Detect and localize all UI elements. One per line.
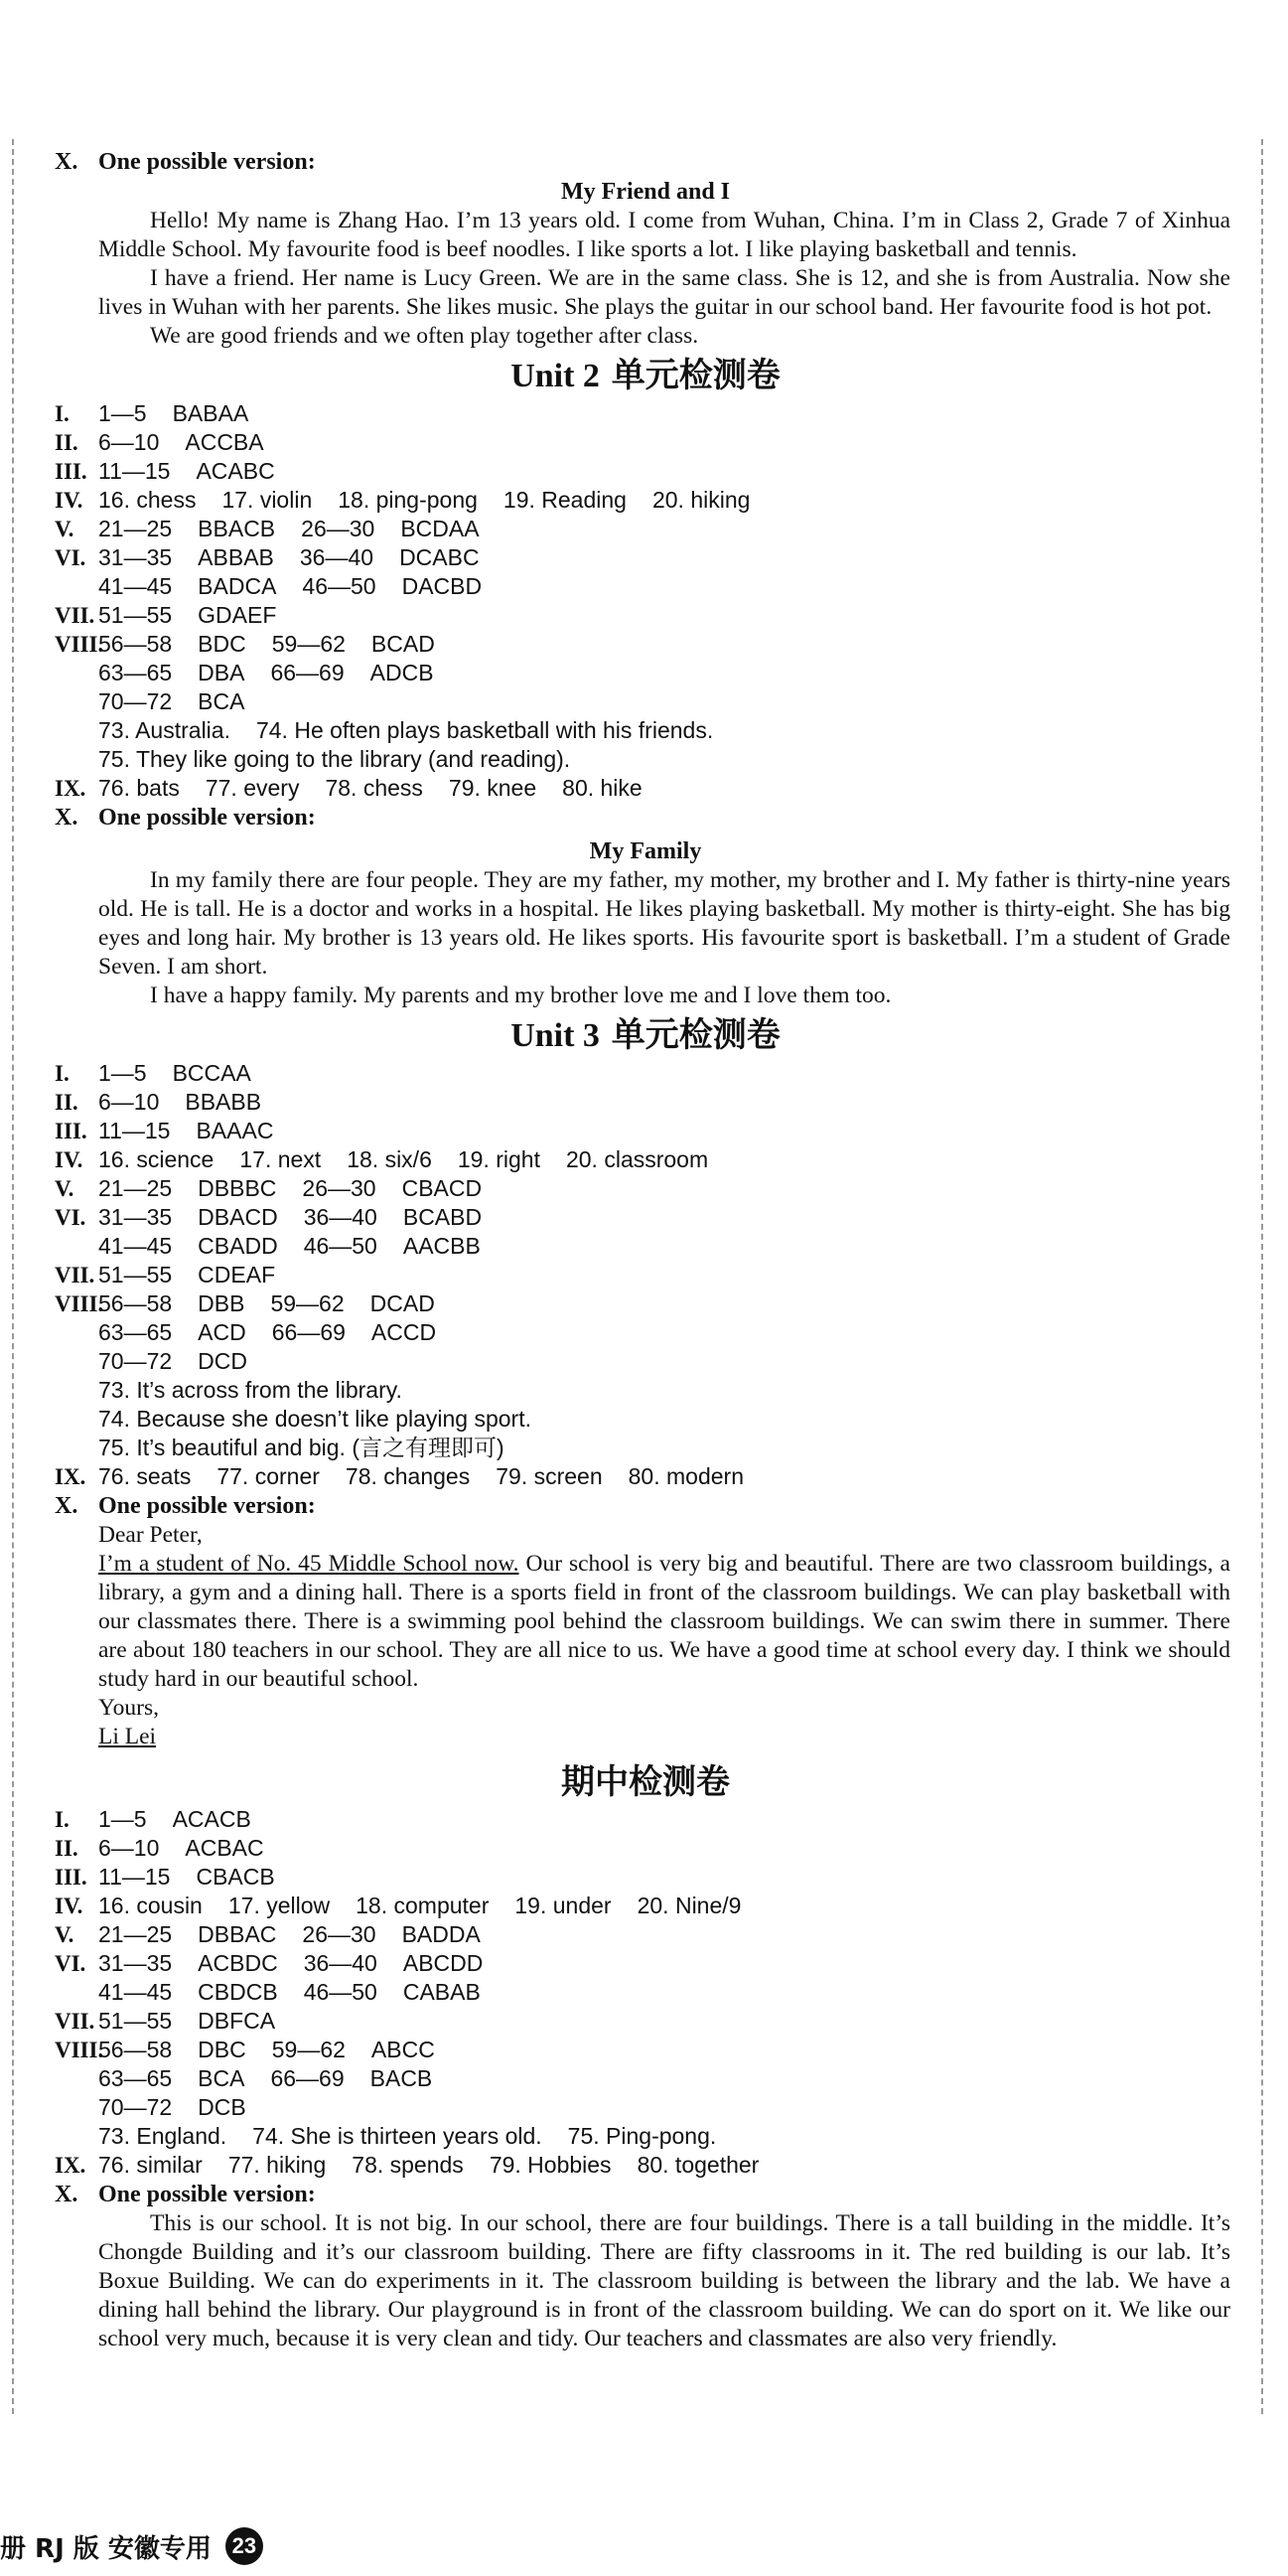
answer-item: 21—25	[98, 516, 173, 541]
answer-item: 17. violin	[221, 487, 313, 513]
question-group-number: IV.	[55, 1894, 83, 1918]
question-group-number: IV.	[55, 1147, 83, 1172]
answer-item: 19. under	[514, 1893, 612, 1918]
answer-item: 79. Hobbies	[489, 2152, 612, 2178]
question-group-number: IV.	[55, 488, 83, 513]
answer-item: 31—35	[98, 1204, 173, 1230]
answer-item: DBBAC	[198, 1921, 277, 1947]
answer-item: 63—65	[98, 660, 173, 685]
question-group-number: VI.	[55, 1205, 86, 1230]
answer-item: 11—15	[98, 1118, 171, 1143]
essay-paragraph: Hello! My name is Zhang Hao. I’m 13 years old. I come from Wuhan, China. I’m in Class 2, Grade 7 of Xinhua Middle School. My favourite food is beef noodles. I like sports a lot. I like playing basketball and tennis.	[98, 208, 1230, 262]
answer-item: CBACB	[196, 1864, 275, 1890]
answer-item: AACBB	[402, 1233, 481, 1259]
answer-row	[55, 486, 1236, 515]
answer-item: BBABB	[185, 1089, 262, 1115]
answer-item: 46—50	[303, 1233, 377, 1259]
answer-item: 74. He often plays basketball with his friends.	[255, 717, 714, 743]
answer-row	[55, 1434, 1236, 1462]
answer-item: 80. hike	[562, 775, 643, 801]
right-dashed-rule	[1261, 139, 1263, 2414]
answer-item: 79. knee	[448, 775, 537, 801]
answer-item: 26—30	[302, 1175, 376, 1201]
answer-item: 19. Reading	[502, 487, 627, 513]
answer-item: DCB	[198, 2094, 246, 2120]
answer-item: 18. six/6	[347, 1146, 432, 1172]
answer-item: 17. yellow	[227, 1893, 331, 1918]
question-group-number: VI.	[55, 1951, 86, 1976]
answer-item: 59—62	[270, 1290, 345, 1316]
answer-item: 1—5	[98, 400, 147, 426]
answer-item: 78. chess	[325, 775, 423, 801]
answer-item: 51—55	[98, 602, 173, 628]
answer-item: BABAA	[172, 400, 249, 426]
answer-item: ABCC	[370, 2037, 435, 2062]
left-dashed-rule	[12, 139, 14, 2414]
answer-row	[55, 457, 1236, 486]
answer-row	[55, 428, 1236, 457]
answer-item: 56—58	[98, 631, 173, 657]
essay-paragraph: In my family there are four people. They are my father, my mother, my brother and I. My father is thirty-nine years old. He is tall. He is a doctor and works in a hospital. He likes playing basketball. My mother is thirty-eight. She has big eyes and long hair. My brother is 13 years old. He likes sports. His favourite sport is basketball. I’m a student of Grade Seven. I am short.	[98, 867, 1230, 980]
answer-item: 66—69	[270, 660, 345, 685]
answer-item: 80. modern	[628, 1463, 744, 1489]
answer-item: 51—55	[98, 2008, 173, 2034]
answer-item: ACACB	[172, 1806, 251, 1832]
answer-item: DBB	[198, 1290, 245, 1316]
question-group-number: I.	[55, 401, 70, 426]
answer-item: 80. together	[637, 2152, 760, 2178]
page-number-badge: 23	[225, 2527, 263, 2565]
answer-item: 66—69	[270, 2065, 345, 2091]
unit3-answers	[55, 1059, 1236, 1491]
answer-item: 21—25	[98, 1175, 173, 1201]
answer-item: 16. cousin	[98, 1893, 203, 1918]
answer-row	[55, 1978, 1236, 2007]
question-group-number: I.	[55, 1061, 70, 1086]
answer-item: BDC	[198, 631, 246, 657]
answer-item: ADCB	[369, 660, 434, 685]
answer-item: 63—65	[98, 2065, 173, 2091]
answer-item: CDEAF	[198, 1262, 276, 1288]
answer-row	[55, 515, 1236, 543]
answer-item: 75. Ping-pong.	[567, 2123, 717, 2149]
answer-item: ABBAB	[198, 544, 274, 570]
answer-item: 41—45	[98, 573, 173, 599]
question-group-number: IX.	[55, 1464, 86, 1489]
answer-item: 75. They like going to the library (and reading).	[98, 746, 571, 772]
answer-item: 36—40	[303, 1950, 377, 1976]
answer-item: CBDCB	[198, 1979, 278, 2005]
answer-row	[55, 601, 1236, 630]
question-group-number: VII.	[55, 2009, 95, 2034]
letter-underlined-sentence: I’m a student of No. 45 Middle School now.	[98, 1551, 519, 1577]
answer-item: 70—72	[98, 1348, 173, 1374]
midterm-title: 期中检测卷	[561, 1762, 730, 1802]
unit2-answers	[55, 399, 1236, 803]
answer-item: 1—5	[98, 1806, 147, 1832]
answer-item: 36—40	[303, 1204, 377, 1230]
question-group-number: VIII.	[55, 2038, 104, 2062]
question-group-number: V.	[55, 1176, 74, 1201]
answer-item: CABAB	[402, 1979, 481, 2005]
answer-item: 26—30	[301, 516, 375, 541]
answer-item: BADDA	[401, 1921, 481, 1947]
question-group-number: III.	[55, 1119, 87, 1143]
answer-item: 41—45	[98, 1979, 173, 2005]
answer-item: 20. classroom	[565, 1146, 709, 1172]
question-group-number: II.	[55, 1836, 78, 1861]
answer-row	[55, 2036, 1236, 2064]
answer-item: ACD	[198, 1319, 246, 1345]
question-group-number: III.	[55, 1865, 87, 1890]
answer-item: 79. screen	[496, 1463, 603, 1489]
answer-item: 77. corner	[216, 1463, 320, 1489]
answer-row	[55, 1405, 1236, 1434]
answer-item: BADCA	[198, 573, 277, 599]
answer-item: BACB	[369, 2065, 433, 2091]
version-heading: X. One possible version:	[55, 1493, 316, 1519]
page-footer	[0, 2526, 263, 2566]
section-unit2	[55, 355, 1236, 1010]
answer-row	[55, 2007, 1236, 2036]
answer-item: ACBAC	[185, 1835, 264, 1861]
answer-item: 6—10	[98, 429, 160, 455]
answer-row	[55, 1462, 1236, 1491]
answer-row	[55, 1892, 1236, 1920]
answer-item: 74. Because she doesn’t like playing sport.	[98, 1406, 531, 1432]
question-group-number: IX.	[55, 2153, 86, 2178]
answer-item: BAAAC	[196, 1118, 274, 1143]
answer-row	[55, 1949, 1236, 1978]
answer-item: ABCDD	[402, 1950, 484, 1976]
answer-item: DBBBC	[198, 1175, 277, 1201]
answer-row	[55, 1805, 1236, 1834]
letter-body	[98, 1550, 1230, 1694]
unit2-title: Unit 2 单元检测卷	[510, 356, 781, 395]
footer-label: 册 RJ 版 安徽专用	[0, 2533, 212, 2564]
answer-row	[55, 687, 1236, 716]
answer-item: 41—45	[98, 1233, 173, 1259]
answer-row	[55, 543, 1236, 572]
answer-row	[55, 1863, 1236, 1892]
answer-item: 76. seats	[98, 1463, 192, 1489]
answer-item: 46—50	[302, 573, 376, 599]
answer-row	[55, 1834, 1236, 1863]
answer-row	[55, 659, 1236, 687]
essay-paragraph: This is our school. It is not big. In our school, there are four buildings. There is a tall building in the middle. It’s Chongde Building and it’s our classroom building. There are fifty classrooms in it. The red building is our lab. It’s Boxue Building. We can do experiments in it. The classroom building is between the library and the lab. We have a dining hall behind the library. Our playground is in front of the classroom building. We can do sport on it. We like our school very much, because it is very clean and tidy. Our teachers and classmates are also very friendly.	[98, 2210, 1230, 2351]
answer-item: 31—35	[98, 1950, 173, 1976]
answer-row	[55, 1289, 1236, 1318]
answer-item: 77. every	[205, 775, 300, 801]
answer-item: BCA	[198, 2065, 245, 2091]
answer-item: 73. Australia.	[98, 717, 230, 743]
essay-paragraph: I have a happy family. My parents and my brother love me and I love them too.	[150, 983, 892, 1008]
answer-row	[55, 1261, 1236, 1289]
answer-row	[55, 716, 1236, 745]
question-group-number: V.	[55, 1922, 74, 1947]
answer-row	[55, 1174, 1236, 1203]
answer-item: DCABC	[399, 544, 480, 570]
answer-item: 16. science	[98, 1146, 215, 1172]
answer-item: 16. chess	[98, 487, 197, 513]
answer-item: 36—40	[299, 544, 374, 570]
answer-item: 56—58	[98, 2037, 173, 2062]
answer-row	[55, 1318, 1236, 1347]
answer-row	[55, 1059, 1236, 1088]
letter-signature: Li Lei	[98, 1724, 157, 1749]
essay-title: My Friend and I	[560, 179, 730, 205]
answer-item: DBC	[198, 2037, 246, 2062]
answer-item: 17. next	[239, 1146, 322, 1172]
answer-row	[55, 630, 1236, 659]
answer-item: 31—35	[98, 544, 173, 570]
question-group-number: VII.	[55, 1263, 95, 1288]
answer-item: DCD	[198, 1348, 248, 1374]
answer-item: 19. right	[457, 1146, 540, 1172]
answer-item: DACBD	[401, 573, 483, 599]
answer-item: 73. England.	[98, 2123, 227, 2149]
answer-item: 20. hiking	[651, 487, 751, 513]
answer-item: 11—15	[98, 1864, 171, 1890]
essay-paragraph: We are good friends and we often play together after class.	[150, 323, 699, 349]
section-unit3	[55, 1014, 1236, 1751]
answer-item: ACBDC	[198, 1950, 278, 1976]
answer-row	[55, 2093, 1236, 2122]
answer-item: 78. changes	[345, 1463, 471, 1489]
answer-item: 73. It’s across from the library.	[98, 1377, 402, 1403]
answer-row	[55, 1145, 1236, 1174]
answer-item: ACCD	[370, 1319, 437, 1345]
question-group-number: VIII.	[55, 632, 104, 657]
answer-item: DCAD	[369, 1290, 435, 1316]
answer-item: 20. Nine/9	[637, 1893, 742, 1918]
essay-title: My Family	[589, 838, 702, 864]
answer-item: 70—72	[98, 688, 173, 714]
answer-row	[55, 745, 1236, 774]
answer-row	[55, 1232, 1236, 1261]
answer-item: 78. spends	[352, 2152, 464, 2178]
answer-item: 59—62	[271, 2037, 346, 2062]
answer-item: 51—55	[98, 1262, 173, 1288]
answer-row	[55, 1376, 1236, 1405]
question-group-number: III.	[55, 459, 87, 484]
letter-closing: Yours,	[98, 1695, 159, 1721]
question-group-number: VII.	[55, 603, 95, 628]
letter-body-text: Our school is very big and beautiful. There are two classroom buildings, a library, a gym and a dining hall. There is a sports field in front of the classroom buildings. We can play basketball with our classmates there. There is a swimming pool behind the classroom buildings. We can swim there in summer. There are about 180 teachers in our school. They are all nice to us. We have a good time at school every day. I think we should study hard in our beautiful school.	[98, 1551, 1230, 1692]
midterm-answers	[55, 1805, 1236, 2180]
answer-item: ACCBA	[185, 429, 264, 455]
answer-item: 75. It’s beautiful and big. (言之有理即可)	[98, 1435, 504, 1460]
unit3-title: Unit 3 单元检测卷	[510, 1015, 781, 1055]
answer-item: GDAEF	[198, 602, 277, 628]
answer-item: 6—10	[98, 1089, 160, 1115]
question-group-number: VIII.	[55, 1291, 104, 1316]
answer-item: 21—25	[98, 1921, 173, 1947]
question-group-number: IX.	[55, 776, 86, 801]
answer-item: CBADD	[198, 1233, 278, 1259]
letter-greeting: Dear Peter,	[98, 1522, 203, 1548]
version-heading: X. One possible version:	[55, 2182, 316, 2207]
answer-item: 63—65	[98, 1319, 173, 1345]
answer-row	[55, 399, 1236, 428]
answer-item: 26—30	[302, 1921, 376, 1947]
answer-item: 46—50	[303, 1979, 377, 2005]
question-group-number: II.	[55, 1090, 78, 1115]
question-group-number: I.	[55, 1807, 70, 1832]
answer-item: DBFCA	[198, 2008, 276, 2034]
answer-item: 70—72	[98, 2094, 173, 2120]
version-heading: X. One possible version:	[55, 149, 316, 175]
answer-row	[55, 572, 1236, 601]
section-unit1-writing	[55, 147, 1236, 351]
answer-item: 11—15	[98, 458, 171, 484]
answer-item: 59—62	[271, 631, 346, 657]
answer-item: 1—5	[98, 1060, 147, 1086]
version-heading: X. One possible version:	[55, 805, 316, 831]
answer-item: DBACD	[198, 1204, 278, 1230]
question-group-number: V.	[55, 517, 74, 541]
question-group-number: II.	[55, 430, 78, 455]
answer-item: 18. ping-pong	[338, 487, 478, 513]
answer-item: 76. bats	[98, 775, 180, 801]
answer-item: BBACB	[198, 516, 276, 541]
answer-item: BCABD	[402, 1204, 483, 1230]
essay-paragraph: I have a friend. Her name is Lucy Green. We are in the same class. She is 12, and she is from Australia. Now she lives in Wuhan with her parents. She likes music. She plays the guitar in our school band. Her favourite food is hot pot.	[98, 265, 1230, 320]
answer-item: 74. She is thirteen years old.	[252, 2123, 542, 2149]
answer-item: BCCAA	[172, 1060, 251, 1086]
answer-item: DBA	[198, 660, 245, 685]
answer-item: 6—10	[98, 1835, 160, 1861]
answer-row	[55, 2064, 1236, 2093]
answer-item: ACABC	[196, 458, 275, 484]
answer-row	[55, 2151, 1236, 2180]
answer-item: BCA	[198, 688, 245, 714]
answer-item: 77. hiking	[227, 2152, 327, 2178]
answer-item: 18. computer	[356, 1893, 490, 1918]
answer-row	[55, 1920, 1236, 1949]
answer-page	[55, 147, 1236, 2353]
answer-row	[55, 1347, 1236, 1376]
answer-item: BCAD	[370, 631, 435, 657]
answer-row	[55, 1117, 1236, 1145]
answer-item: 76. similar	[98, 2152, 203, 2178]
answer-item: CBACD	[401, 1175, 483, 1201]
answer-row	[55, 1088, 1236, 1117]
question-group-number: VI.	[55, 545, 86, 570]
answer-item: 66—69	[271, 1319, 346, 1345]
answer-row	[55, 774, 1236, 803]
answer-item: BCDAA	[400, 516, 480, 541]
answer-row	[55, 1203, 1236, 1232]
section-midterm	[55, 1761, 1236, 2353]
answer-row	[55, 2122, 1236, 2151]
answer-item: 56—58	[98, 1290, 173, 1316]
